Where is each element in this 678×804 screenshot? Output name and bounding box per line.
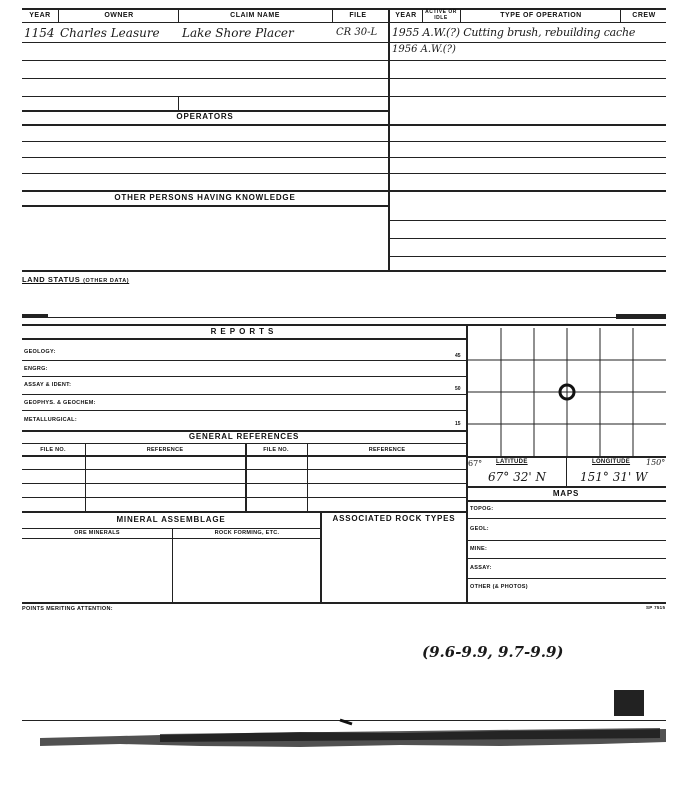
header-claim-name: CLAIM NAME — [230, 12, 280, 19]
mineral-assemblage-heading: MINERAL ASSEMBLAGE — [116, 515, 226, 524]
row-line — [466, 540, 666, 541]
row-line — [388, 220, 666, 221]
row-line — [22, 528, 320, 529]
report-assay-num: 50 — [455, 386, 461, 392]
header-crew: CREW — [632, 12, 656, 19]
row-line — [466, 500, 666, 502]
report-geology-num: 45 — [455, 353, 461, 359]
divider — [172, 528, 173, 602]
row-line — [388, 190, 666, 192]
genref-reference-2: REFERENCE — [368, 447, 406, 453]
map-geol: GEOL: — [470, 526, 489, 532]
row-line — [22, 511, 466, 513]
map-topog: TOPOG: — [470, 506, 494, 512]
row-line — [22, 141, 388, 142]
latitude-label: LATITUDE — [496, 459, 528, 465]
genref-reference: REFERENCE — [146, 447, 184, 453]
report-assay: ASSAY & IDENT: — [24, 382, 72, 388]
lon-suffix: 150° — [646, 458, 666, 467]
row-line — [22, 483, 466, 484]
divider — [307, 443, 308, 511]
row-line — [388, 173, 666, 174]
row-line — [22, 360, 466, 361]
row-line — [466, 558, 666, 559]
form-number: SP 7515 — [646, 605, 666, 610]
genref-file-no-2: FILE NO. — [263, 447, 289, 453]
row-line — [22, 157, 388, 158]
report-engrg: ENGRG: — [24, 366, 48, 372]
report-geophys: GEOPHYS. & GEOCHEM: — [24, 400, 96, 406]
header-bottom-line — [22, 22, 666, 23]
divider — [422, 8, 423, 22]
row-line — [22, 455, 466, 457]
row-line — [22, 60, 388, 61]
row-line — [22, 497, 466, 498]
divider — [178, 8, 179, 22]
center-divider — [388, 8, 390, 270]
header-owner: OWNER — [104, 12, 134, 19]
row-line — [388, 238, 666, 239]
activity-row-1: 1955 A.W.(?) Cutting brush, rebuilding cache — [392, 26, 636, 39]
activity-row-2: 1956 A.W.(?) — [392, 44, 456, 55]
map-assay: ASSAY: — [470, 565, 492, 571]
divider — [320, 511, 322, 602]
row-line — [22, 42, 388, 43]
row-line — [388, 157, 666, 158]
land-status-label: LAND STATUS — [22, 275, 81, 284]
divider — [178, 96, 179, 110]
lat-prefix: 67° — [468, 459, 483, 468]
genref-file-no: FILE NO. — [40, 447, 66, 453]
header-year: YEAR — [29, 12, 51, 19]
divider — [620, 8, 621, 22]
row-line — [22, 173, 388, 174]
map-mine: MINE: — [470, 546, 488, 552]
row-line — [22, 205, 388, 207]
row-line — [22, 190, 388, 192]
header-active-idle: ACTIVE OR IDLE — [425, 9, 457, 21]
footer-note: (9.6-9.9, 9.7-9.9) — [422, 643, 564, 661]
other-persons-heading: OTHER PERSONS HAVING KNOWLEDGE — [114, 193, 296, 202]
divider — [85, 443, 86, 511]
claim-name: Lake Shore Placer — [182, 26, 294, 40]
row-line — [388, 42, 666, 43]
row-line — [22, 270, 388, 272]
row-line — [22, 538, 320, 539]
row-line — [388, 96, 666, 97]
row-line — [388, 60, 666, 61]
row-line — [22, 317, 666, 318]
divider — [566, 456, 567, 486]
row-line — [388, 256, 666, 257]
ore-minerals-heading: ORE MINERALS — [74, 530, 120, 536]
report-geology: GEOLOGY: — [24, 349, 56, 355]
header-year-2: YEAR — [395, 12, 417, 19]
rock-forming-heading: ROCK FORMING, ETC. — [214, 530, 280, 536]
row-line — [22, 394, 466, 395]
row-line — [22, 443, 466, 444]
operators-heading: OPERATORS — [176, 112, 234, 121]
row-line — [466, 486, 666, 488]
location-grid — [466, 324, 666, 456]
reports-heading: REPORTS — [210, 327, 278, 336]
row-line — [22, 78, 388, 79]
owner-name: Charles Leasure — [60, 26, 160, 40]
row-line — [22, 410, 466, 411]
divider — [332, 8, 333, 22]
general-references-heading: GENERAL REFERENCES — [188, 432, 300, 441]
header-type-of-operation: TYPE OF OPERATION — [500, 12, 582, 19]
row-line — [22, 124, 388, 126]
divider — [245, 443, 247, 511]
top-border — [22, 8, 666, 10]
row-line — [466, 518, 666, 519]
row-line — [466, 578, 666, 579]
file-number: CR 30-L — [336, 27, 378, 38]
scan-smear — [0, 712, 678, 760]
map-other: OTHER (& PHOTOS) — [470, 584, 528, 590]
row-line — [22, 338, 466, 340]
report-metallurgical: METALLURGICAL: — [24, 417, 77, 423]
land-status-heading — [22, 275, 129, 284]
longitude-label: LONGITUDE — [592, 459, 631, 465]
longitude-value: 151° 31' W — [580, 470, 648, 484]
row-line — [388, 141, 666, 142]
row-line — [22, 376, 466, 377]
latitude-value: 67° 32' N — [488, 470, 546, 484]
divider — [58, 8, 59, 22]
report-metallurgical-num: 15 — [455, 421, 461, 427]
maps-heading: MAPS — [552, 489, 580, 498]
bottom-border — [22, 602, 666, 604]
points-meriting-attention: POINTS MERITING ATTENTION: — [22, 606, 113, 612]
row-line — [388, 78, 666, 79]
header-file: FILE — [349, 12, 367, 19]
owner-year: 1154 — [24, 26, 55, 40]
land-status-sub: (OTHER DATA) — [83, 278, 130, 284]
row-line — [388, 270, 666, 272]
associated-rock-types-heading: ASSOCIATED ROCK TYPES — [332, 514, 456, 523]
smudge — [616, 314, 666, 319]
divider — [460, 8, 461, 22]
row-line — [22, 469, 466, 470]
row-line — [388, 124, 666, 126]
row-line — [22, 96, 388, 97]
